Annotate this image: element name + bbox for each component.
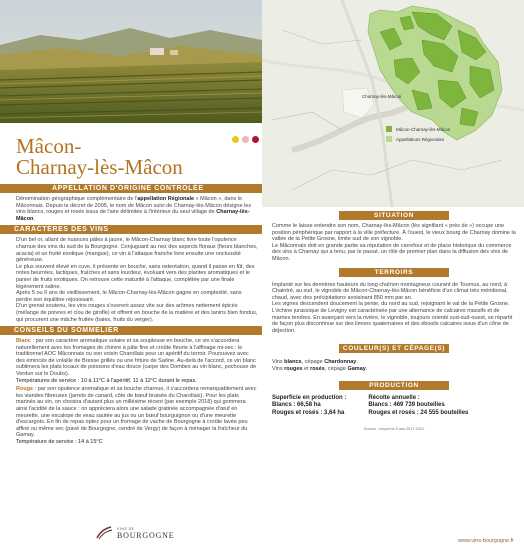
- title-line-1: Mâcon-: [16, 134, 82, 158]
- vineyard-photo: [0, 0, 262, 123]
- terroirs-paragraph-2: Les vignes descendent doucement la pente, du nord au sud, rejoignant le val de la Petite Grosne. L'échine jurassique de Levigny est caractérisée par une alternance de calcaires massifs et de marnes tendres. En avançant vers la rivière, le vignoble, toujours orienté sud-sud-ouest, se répartit de façon plus discontinue sur des limons quaternaires et des éboulis calcaires issus d'un cône de déjection.: [272, 301, 513, 334]
- wines-paragraph-2: Le plus souvent élevé en cuve, il présente en bouche, sans ostentation, quand il passe en fût, des notes beurrées, lactiques, fraîches et sans lourdeur, évoluant vers des plantes aromatiques et le panier de fruits exotiques. On retrouve cette maturité à l'attaque, complétée par une finale légèrement saline.: [16, 263, 255, 290]
- legend-swatch-icon: [386, 136, 392, 142]
- bourgogne-logo: [95, 526, 174, 540]
- situation-paragraph-1: Comme le laisse entendre son nom, Charnay-lès-Mâcon (lès signifiant « près de ») occupe une position périphérique par rapport à la ville préfecture. À l'ouest, le vieux bourg de Charnay domine la vallée de la Petite Grosne, limite sud de son vignoble.: [272, 223, 516, 243]
- sommelier-blanc-temp: Températures de service : 10 à 11°C à l'apéritif, 11 à 12°C durant le repas.: [16, 377, 197, 384]
- legend-swatch-icon: [386, 126, 392, 132]
- wines-paragraph-1: D'un bel or, allant de nuances pâles à jaune, le Mâcon-Charnay blanc livre toute l'opulence charnue des vins du sud de la Bourgogne. Conjuguant au nez des aspects floraux (fleurs blanches, acacia) et un fruité exotique (mangue), ce vin à l'attaque franche livre ensuite une onctuosité généreuse.: [16, 237, 258, 264]
- title-line-2: Charnay-lès-Mâcon: [16, 155, 183, 179]
- production-table: [272, 395, 516, 418]
- logo-top-text: VINS DE: [117, 526, 135, 531]
- white-wine-dot-icon: [232, 136, 239, 143]
- situation-bar: SITUATION: [339, 211, 449, 220]
- legend-label: Appellations Régionales: [396, 136, 445, 142]
- cepage-line-2: Vins rouges et rosés, cépage Gamay.: [272, 365, 368, 372]
- cepages-bar: COULEUR(S) ET CÉPAGE(S): [339, 344, 449, 353]
- page-title: [16, 136, 258, 178]
- left-column: [0, 123, 262, 550]
- intro-paragraph: Dénomination géographique complémentaire de l'appellation Régionale « Mâcon », dans le Mâconnais. Depuis le décret de 2005, le nom de Mâcon suivi de Charnay-lès-Mâcon désigne les vins blancs, rouges et rosés issus de l'aire délimitée à l'intérieur du seul village de Charnay-lès-Mâcon.: [16, 196, 252, 222]
- map-legend-item: [386, 136, 444, 142]
- cepage-line-1: Vins blancs, cépage Chardonnay.: [272, 359, 358, 366]
- grape-logo-icon: [95, 526, 113, 540]
- source-note: Source : moyenne 5 ans 2017-2021: [363, 427, 425, 432]
- terroirs-bar: TERROIRS: [339, 268, 449, 277]
- map-town-label: Charnay-lès-Mâcon: [362, 94, 402, 99]
- production-surface: Superficie en production : Blancs : 66,58 ha Rouges et rosés : 3,64 ha: [272, 394, 347, 416]
- wines-paragraph-3: Après 5 ou 6 ans de vieillissement, le Mâcon-Charnay-lès-Mâcon gagne en complexité, sans perdre son équilibre réjouissant.: [16, 290, 242, 303]
- legend-label: Mâcon-Charnay-lès-Mâcon: [396, 126, 451, 132]
- wine-color-dots: [232, 136, 259, 143]
- production-harvest: Récolte annuelle : Blancs : 469 739 bouteilles Rouges et rosés : 24 555 bouteilles: [368, 394, 469, 416]
- right-column: [262, 207, 524, 550]
- sommelier-rouge: Rouge : par son opulence aromatique et sa bouche charnue, il s'accordera remarquablement avec les viandes fibreuses (jarrets de canard, côte de bœuf braisée du Charollais). Pour les plats marinés au vin, on choisira d'autant plus un millésime récent (par exemple 2018) qui gommera ainsi l'acidité de la sauce : on appréciera alors une salade gratinée accompagnée d'œuf en meurette, une escalope de veau sautée au jus ou un bœuf bourguignon ou d'une meurette d'escargots. En fin de repas optez pour un fromage de vache de Bourgogne à croûte lavée peu affiné ou même sec (pavé de Bourgogne, cendré de Vergy) de façon à ménager la fraîcheur du Gamay.: [16, 386, 257, 439]
- rose-wine-dot-icon: [242, 136, 249, 143]
- website-link[interactable]: www.vins-bourgogne.fr: [458, 538, 514, 544]
- terroirs-paragraph-1: Implanté sur les dernières hauteurs du long chaînon montagneux courant de Tournus, au nord, à Chaintré, au sud, le vignoble de Mâcon-Charnay-lès-Mâcon bénéficie d'un climat très méridional, chaud, avec des précipitations avoisinant 850 mm par an.: [272, 281, 508, 301]
- sommelier-blanc: Blanc : par son caractère aromatique solaire et sa souplesse en bouche, ce vin s'accordera naturellement avec les fromages de chèvre à pâte fine et croûte fleurie à l'affinage mi-sec : le traditionnel AOC Mâconnais ou son voisin Charollais pour un apéritif du terroir. Poursuivez avec des émincés de volaille de Bresse grillés ou une friture de Saône. Au-delà de l'accord, ce vin blanc sublimera les plats locaux de poissons d'eau douce (carpe des Dombes au vin blanc, pochouse de Verdun sur le Doubs).: [16, 338, 257, 378]
- aoc-bar: APPELLATION D'ORIGINE CONTRÔLÉE: [0, 184, 262, 193]
- logo-bottom-text: BOURGOGNE: [117, 530, 175, 540]
- wines-paragraph-4: D'un grenat soutenu, les vins rouges s'ouvrent assez vite sur des arômes nettement épicés (mélange de poivres et clou de girofle) et offrent en bouche de la matière et des tanins bien fondus, qui procurent une mâche fruitée (baies, fruits du verger).: [16, 303, 258, 323]
- map-legend-item: [386, 126, 450, 132]
- appellation-map: [262, 0, 524, 207]
- sommelier-rouge-temp: Température de service : 14 à 15°C: [16, 439, 103, 445]
- sommelier-bar: CONSEILS DU SOMMELIER: [0, 326, 262, 335]
- situation-paragraph-2: Le Mâconnais doit en grande partie sa réputation de carrefour et de place historique du commerce des vins à Charnay qui a tenu, par le passé, un rôle de premier plan dans la diffusion des vins de Mâcon.: [272, 242, 512, 262]
- red-wine-dot-icon: [252, 136, 259, 143]
- wines-bar: CARACTÈRES DES VINS: [0, 225, 262, 234]
- production-bar: PRODUCTION: [339, 381, 449, 390]
